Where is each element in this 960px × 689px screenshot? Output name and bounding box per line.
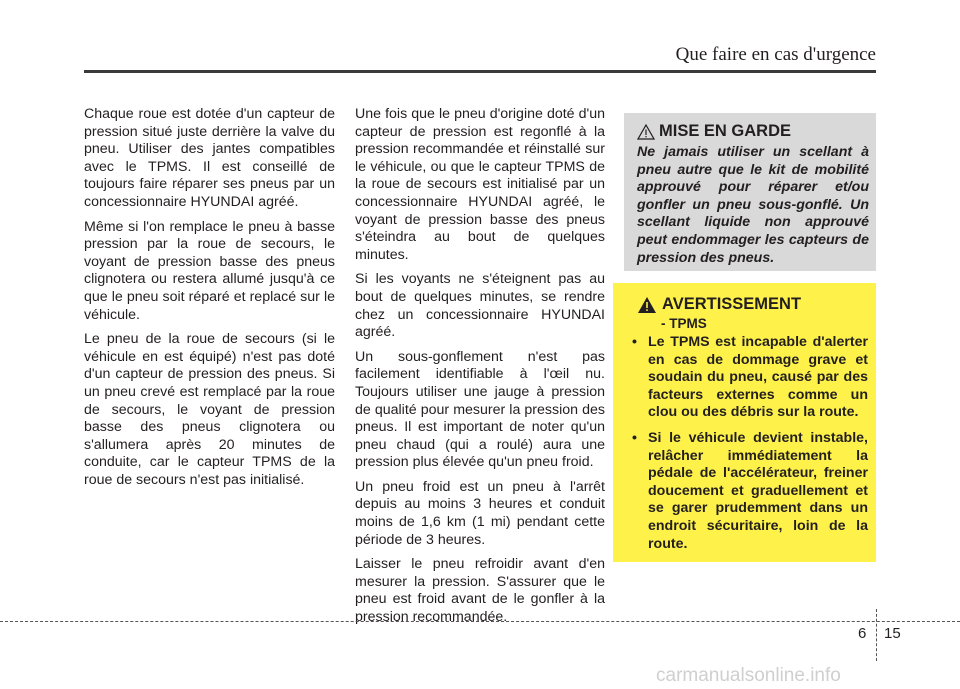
paragraph: Un pneu froid est un pneu à l'arrêt depuis au moins 3 heures et conduit moins de 1,6 km (1 mi) pendant cette période de 3 heures. bbox=[355, 478, 605, 548]
header-rule bbox=[84, 70, 876, 73]
warning-box bbox=[613, 283, 876, 562]
caution-text: Ne jamais utiliser un scellant à pneu autre que le kit de mobilité approuvé pour réparer et/ou gonfler un pneu sous-gonflé. Un scellant liquide non approuvé peut endommager les capteurs de pression des pneus. bbox=[637, 144, 869, 266]
page-number-divider bbox=[876, 609, 877, 661]
footer-divider bbox=[0, 621, 960, 622]
paragraph: Chaque roue est dotée d'un capteur de pression situé juste derrière la valve du pneu. Utiliser des jantes compatibles avec le TPMS. Il est conseillé de toujours faire réparer ses pneus par un concessionnaire HYUNDAI agréé. bbox=[84, 106, 335, 210]
warning-heading bbox=[637, 295, 801, 314]
list-item-text: Le TPMS est incapable d'alerter en cas de dommage grave et soudain du pneu, causé par des facteurs externes comme un clou ou des débris sur la route. bbox=[648, 334, 868, 421]
watermark: carmanualsonline.info bbox=[656, 665, 841, 686]
warning-subtitle: - TPMS bbox=[661, 316, 707, 331]
bullet: • bbox=[632, 429, 637, 446]
paragraph: Si les voyants ne s'éteignent pas au bout de quelques minutes, se rendre chez un concessionnaire HYUNDAI agréé. bbox=[355, 271, 605, 341]
caution-title: MISE EN GARDE bbox=[659, 122, 792, 140]
caution-heading bbox=[637, 122, 791, 141]
paragraph: Un sous-gonflement n'est pas facilement identifiable à l'œil nu. Toujours utiliser une jauge à pression de qualité pour mesurer la pression des pneus. Il est important de noter qu'un pneu chaud (qui a roulé) aura une pression plus élevée qu'un pneu froid. bbox=[355, 348, 605, 471]
list-item-text: Si le véhicule devient instable, relâcher immédiatement la pédale de l'accélérateur, freiner doucement et graduellement et se garer prudemment dans un endroit sécuritaire, loin de la route. bbox=[648, 429, 868, 552]
text-column-middle bbox=[355, 106, 605, 634]
page-number: 15 bbox=[884, 625, 901, 642]
page-header-title: Que faire en cas d'urgence bbox=[675, 44, 876, 65]
list-item bbox=[626, 334, 868, 422]
warning-triangle-outline-icon bbox=[637, 124, 655, 140]
paragraph: Une fois que le pneu d'origine doté d'un capteur de pression est regonflé à la pression recommandée et réinstallé sur le véhicule, ou que le capteur TPMS de la roue de secours est initialisé par un concessionnaire HYUNDAI agréé, le voyant de pression basse des pneus s'éteindra au bout de quelques minutes. bbox=[355, 106, 605, 263]
paragraph: Même si l'on remplace le pneu à basse pression par la roue de secours, le voyant de pression basse des pneus clignotera ou restera allumé jusqu'à ce que le pneu soit réparé et replacé sur le véhicule. bbox=[84, 218, 335, 323]
warning-triangle-filled-icon bbox=[637, 296, 657, 314]
list-item bbox=[626, 430, 868, 553]
caution-box bbox=[624, 113, 876, 271]
paragraph: Laisser le pneu refroidir avant d'en mesurer la pression. S'assurer que le pneu est froid avant de le gonfler à la pression recommandée. bbox=[355, 556, 605, 626]
bullet: • bbox=[632, 334, 637, 350]
warning-title: AVERTISSEMENT bbox=[662, 295, 802, 313]
chapter-number: 6 bbox=[858, 625, 867, 642]
warning-list bbox=[626, 334, 868, 561]
paragraph: Le pneu de la roue de secours (si le véhicule en est équipé) n'est pas doté d'un capteur de pression des pneus. Si un pneu crevé est remplacé par la roue de secours, le voyant de pression basse des pneus clignotera ou s'allumera après 20 minutes de conduite, car le capteur TPMS de la roue de secours n'est pas initialisé. bbox=[84, 331, 335, 488]
text-column-left bbox=[84, 106, 335, 496]
